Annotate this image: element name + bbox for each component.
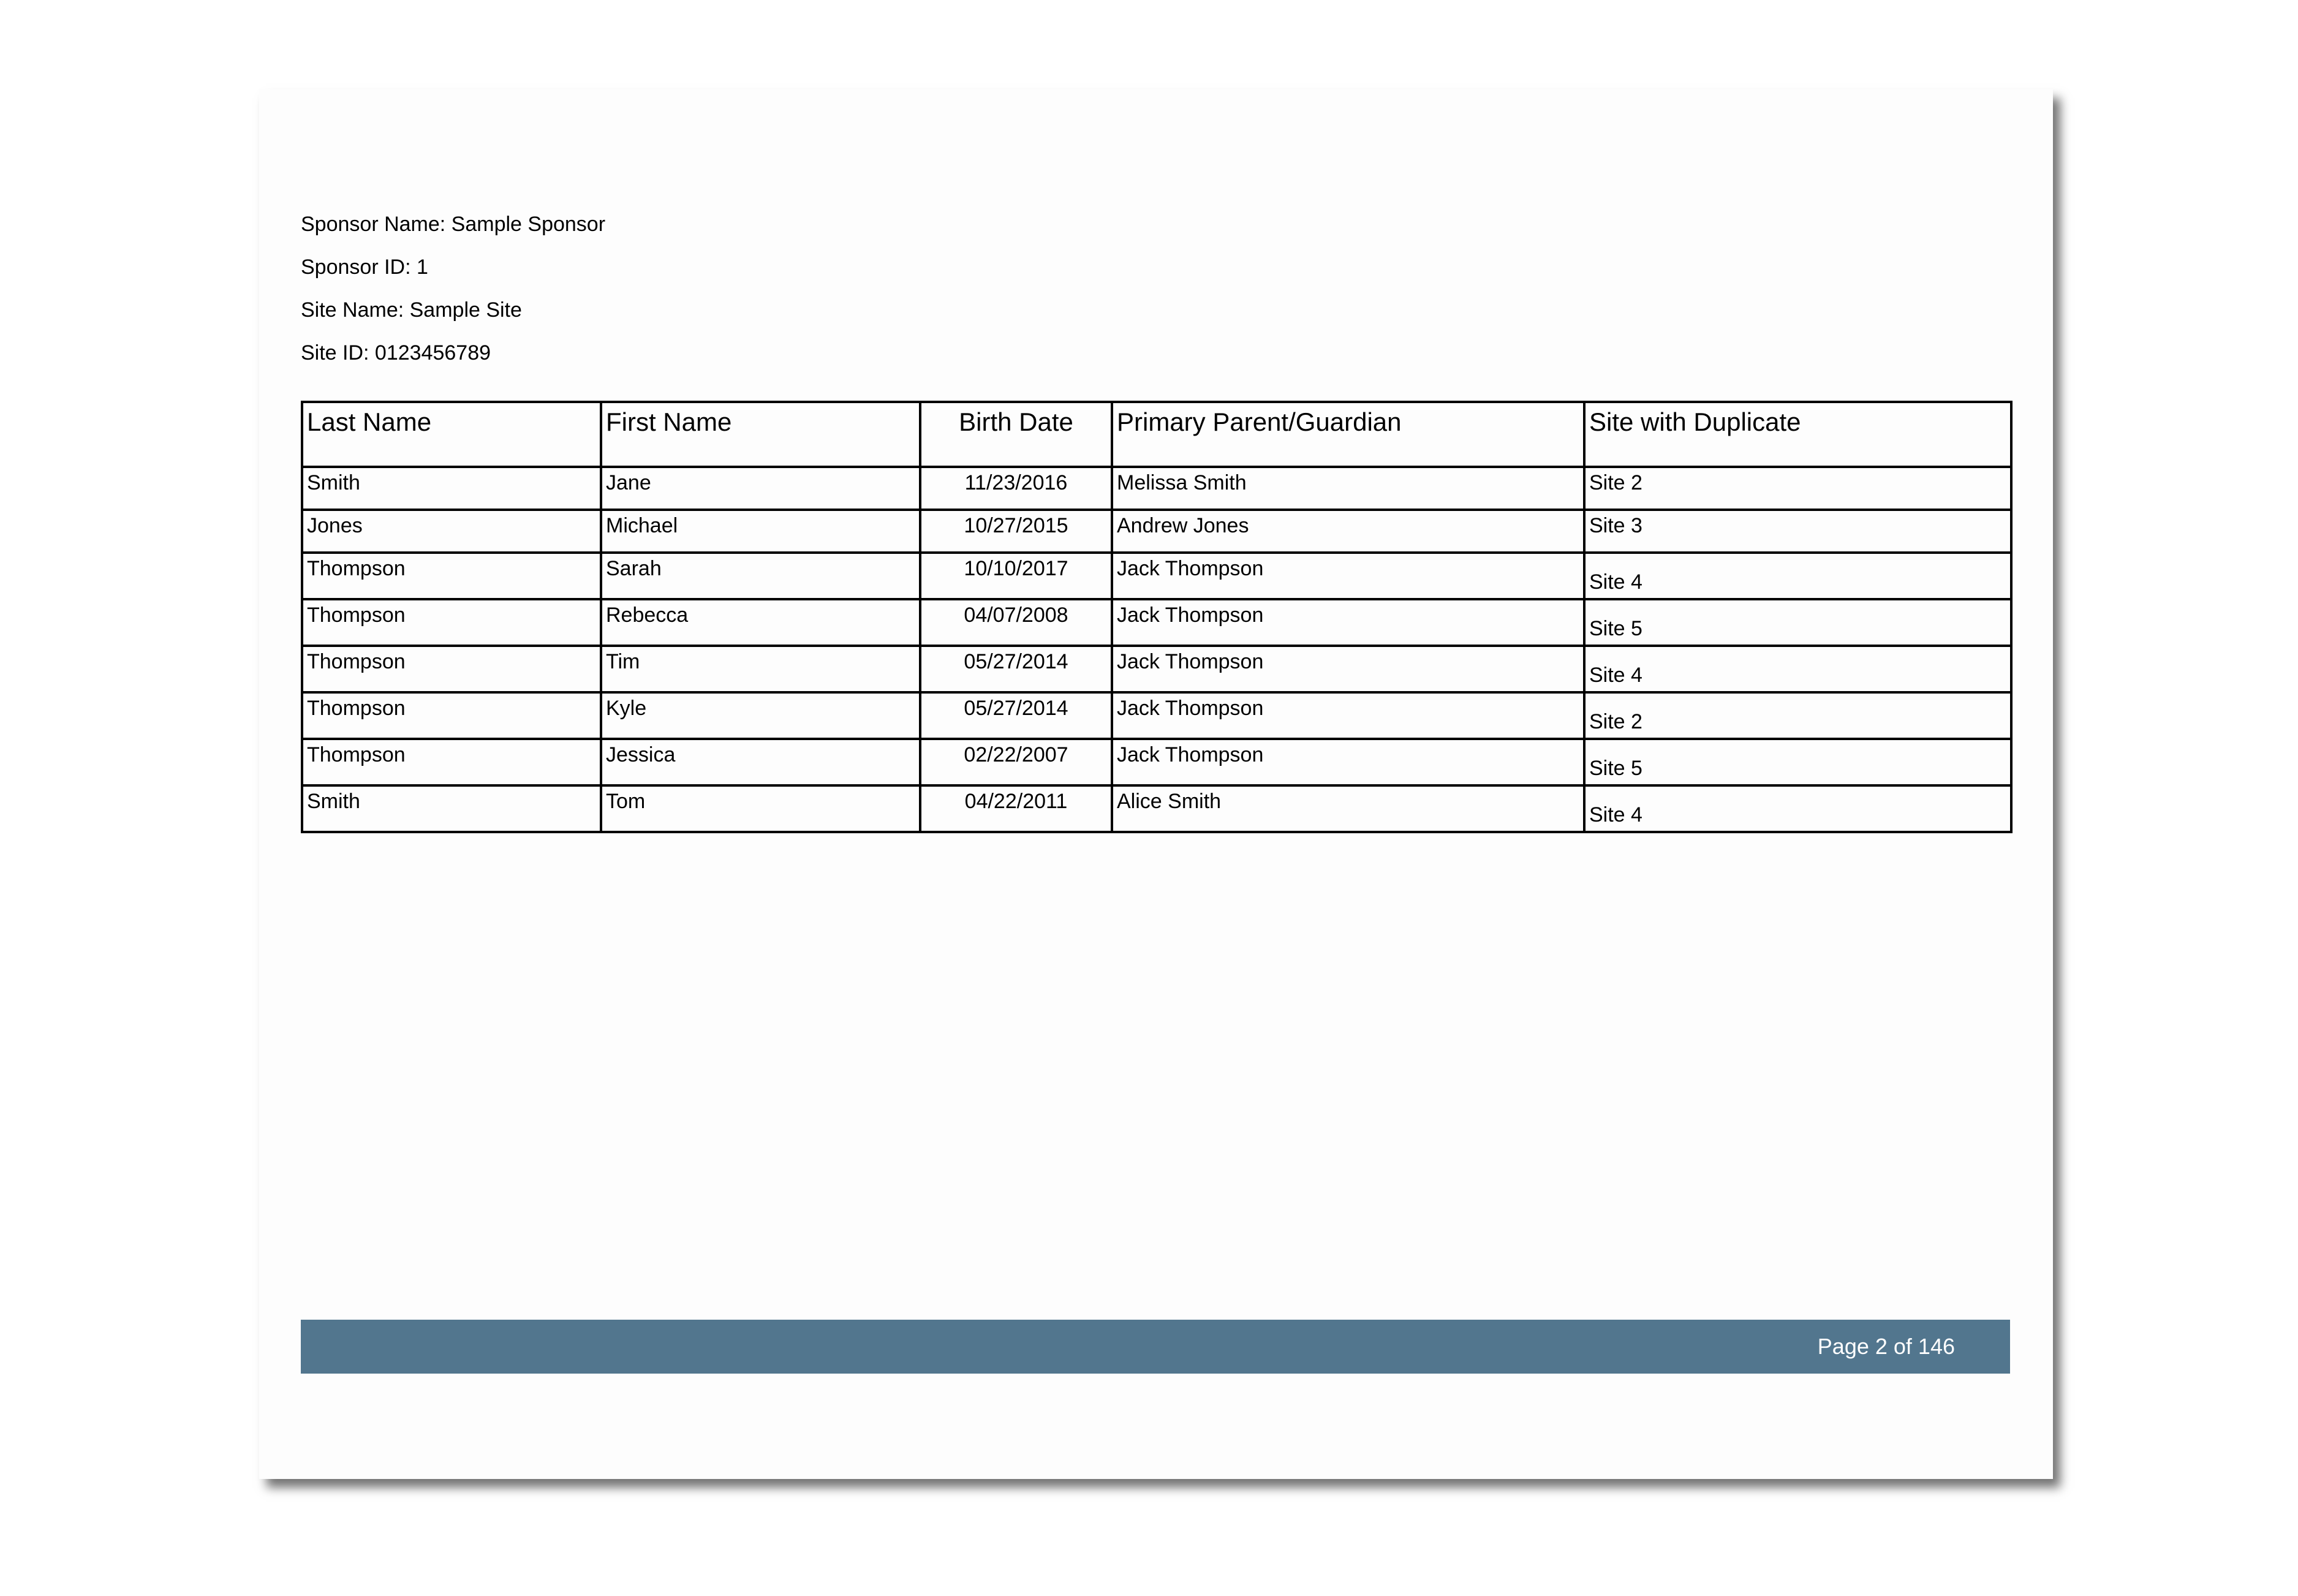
cell-last-name: Thompson (302, 646, 601, 692)
cell-site-with-duplicate: Site 3 (1584, 510, 2011, 553)
cell-site-with-duplicate: Site 4 (1584, 553, 2011, 599)
cell-primary-parent-guardian: Jack Thompson (1112, 599, 1584, 646)
cell-first-name: Kyle (601, 692, 920, 739)
table-row (302, 785, 2011, 832)
cell-birth-date: 04/07/2008 (920, 599, 1112, 646)
cell-last-name: Jones (302, 510, 601, 553)
cell-birth-date: 11/23/2016 (920, 467, 1112, 510)
cell-primary-parent-guardian: Jack Thompson (1112, 553, 1584, 599)
table-row (302, 467, 2011, 510)
cell-first-name: Sarah (601, 553, 920, 599)
cell-birth-date: 05/27/2014 (920, 692, 1112, 739)
page-number: Page 2 of 146 (1817, 1334, 1955, 1359)
sponsor-id: Sponsor ID: 1 (301, 255, 428, 279)
report-page (259, 89, 2053, 1479)
cell-birth-date: 04/22/2011 (920, 785, 1112, 832)
table-row (302, 553, 2011, 599)
page-footer-bar (301, 1320, 2010, 1374)
cell-primary-parent-guardian: Jack Thompson (1112, 646, 1584, 692)
column-header-birth-date: Birth Date (920, 402, 1112, 467)
cell-primary-parent-guardian: Alice Smith (1112, 785, 1584, 832)
cell-site-with-duplicate: Site 2 (1584, 692, 2011, 739)
cell-first-name: Rebecca (601, 599, 920, 646)
sponsor-name: Sponsor Name: Sample Sponsor (301, 213, 606, 236)
cell-birth-date: 10/27/2015 (920, 510, 1112, 553)
cell-birth-date: 10/10/2017 (920, 553, 1112, 599)
cell-first-name: Jessica (601, 739, 920, 785)
table-row (302, 739, 2011, 785)
cell-site-with-duplicate: Site 4 (1584, 785, 2011, 832)
cell-last-name: Smith (302, 467, 601, 510)
cell-primary-parent-guardian: Jack Thompson (1112, 692, 1584, 739)
table-header-row (302, 402, 2011, 467)
cell-site-with-duplicate: Site 5 (1584, 599, 2011, 646)
cell-last-name: Smith (302, 785, 601, 832)
cell-site-with-duplicate: Site 2 (1584, 467, 2011, 510)
duplicate-participants-table (301, 401, 2013, 833)
cell-birth-date: 02/22/2007 (920, 739, 1112, 785)
cell-first-name: Tom (601, 785, 920, 832)
cell-last-name: Thompson (302, 692, 601, 739)
cell-site-with-duplicate: Site 4 (1584, 646, 2011, 692)
column-header-primary-parent-guardian: Primary Parent/Guardian (1112, 402, 1584, 467)
cell-last-name: Thompson (302, 553, 601, 599)
cell-birth-date: 05/27/2014 (920, 646, 1112, 692)
table-row (302, 510, 2011, 553)
table-row (302, 646, 2011, 692)
cell-last-name: Thompson (302, 739, 601, 785)
table-row (302, 599, 2011, 646)
column-header-last-name: Last Name (302, 402, 601, 467)
cell-primary-parent-guardian: Andrew Jones (1112, 510, 1584, 553)
site-id: Site ID: 0123456789 (301, 341, 491, 365)
cell-first-name: Tim (601, 646, 920, 692)
site-name: Site Name: Sample Site (301, 298, 522, 322)
cell-site-with-duplicate: Site 5 (1584, 739, 2011, 785)
column-header-site-with-duplicate: Site with Duplicate (1584, 402, 2011, 467)
cell-last-name: Thompson (302, 599, 601, 646)
cell-primary-parent-guardian: Jack Thompson (1112, 739, 1584, 785)
column-header-first-name: First Name (601, 402, 920, 467)
cell-primary-parent-guardian: Melissa Smith (1112, 467, 1584, 510)
cell-first-name: Michael (601, 510, 920, 553)
cell-first-name: Jane (601, 467, 920, 510)
table-row (302, 692, 2011, 739)
